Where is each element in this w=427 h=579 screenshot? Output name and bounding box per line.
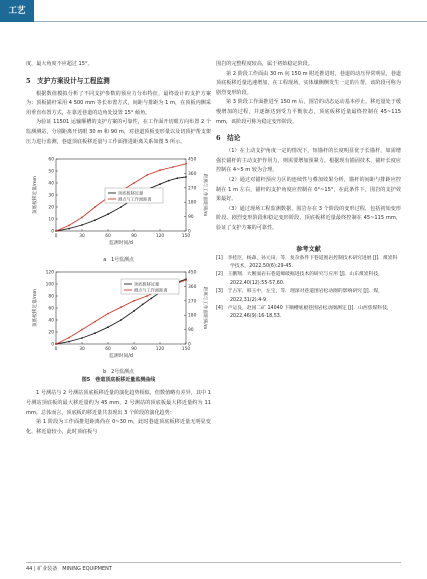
x-tick-label: 90 (131, 234, 137, 240)
legend-label: 顶底板移近量 (118, 190, 144, 196)
paragraph: 第 2 阶段工作面由 30 m 向 150 m 附近推进时，巷道的动压异常明显，巷道顶底板移近量迅速增加，在工程现场，实体煤侧侧发生一定的片帮，该阶段可称为剧烈变形阶段。 (216, 70, 401, 96)
data-point (176, 177, 178, 179)
data-point (94, 219, 96, 221)
data-point (172, 166, 174, 168)
y-axis-label: 顶底板移近量/mm (33, 288, 38, 327)
data-point (146, 295, 148, 297)
x-tick-label: 60 (105, 234, 111, 240)
y2-tick-label: 0 (188, 342, 191, 348)
conclusion-3: （3）通过现场工程监测数据，围岩存在 3 个阶段的变形过程，包括初始变形阶段、剧烈变形阶段和稳定变形阶段，顶底板移近量最终控制在 45~115 mm，验证了支护方案的可靠性。 (216, 205, 401, 231)
y-tick-label: 30 (48, 193, 54, 199)
section-tag: 工艺 (0, 0, 34, 22)
conclusion-2: （2）通过对锚杆预应力区的连续性与叠加效果分析，锚杆的间距与排距应控制在 1 m 左右，锚杆的支护角度应控制在 0°~15°，在此条件下，围岩的支护效果最好。 (216, 176, 401, 203)
references-title: 参考文献 (296, 245, 321, 253)
y-tick-label: 60 (48, 306, 54, 312)
x-tick-label: 150 (181, 234, 191, 240)
paragraph: 度，最大角度不应超过 15°。 (26, 61, 93, 67)
data-point (185, 176, 187, 178)
y-tick-label: 40 (48, 181, 54, 187)
y2-tick-label: 270 (188, 186, 197, 192)
y2-axis-label: 距离与工作面距离/m (202, 286, 207, 330)
paragraph: 第 1 阶段为工作面推进距离尚在 0~30 m，此时巷道顶底板移近量无明显变化，移近量较小，此时顶底板与 (26, 419, 211, 435)
paragraph: 1 号测站与 2 号测站顶底板移近量的演化趋势相似，但数值略有差异，其中 1 号测站顶底板的最大移近量约为 45 mm，2 号测站的顶底板最大移近量约为 11 mm。总体而言，顶底板的移近量共表现出 3 个阶段的演化趋势： (26, 390, 211, 416)
data-point (159, 169, 161, 171)
data-point (185, 163, 187, 165)
footer-text: 44 | 矿业装备 MINING EQUIPMENT (26, 566, 112, 572)
data-point (81, 217, 83, 219)
paragraph: 第 3 阶段工作面推进至 150 m 后，围岩的动态运动基本停止，移近量处于缓慢增加的过程，并逐渐达到受力平衡状态，顶底板移近量最终控制在 45~115 mm，该阶段可称为稳定变形阶段。 (216, 99, 401, 125)
data-point (107, 213, 109, 215)
section-heading-5: 5 支护方案设计与工程监测 (26, 76, 110, 85)
paragraph: 围岩的完整程度较高，属于初始稳定阶段。 (216, 61, 313, 67)
y-tick-label: 50 (48, 169, 54, 175)
data-point (107, 312, 109, 314)
y2-tick-label: 450 (188, 270, 197, 276)
data-point (94, 206, 96, 208)
x-tick-label: 120 (155, 346, 165, 352)
y2-tick-label: 360 (188, 172, 197, 178)
right-column (216, 60, 401, 322)
data-point (94, 320, 96, 322)
y2-tick-label: 180 (188, 313, 197, 319)
data-point (81, 328, 83, 330)
data-point (107, 326, 109, 328)
figure-5 (26, 151, 211, 385)
subfigure-caption-b: b 2号监测点 (103, 369, 134, 376)
data-point (168, 180, 170, 182)
footer-rule (26, 562, 401, 563)
legend-label: 顶底板移近量 (134, 281, 160, 287)
x-axis-label: 监测时间/d (109, 241, 133, 247)
x-axis-label: 监测时间/d (109, 353, 133, 359)
data-point (81, 224, 83, 226)
data-point (81, 337, 83, 339)
data-point (133, 300, 135, 302)
y-tick-label: 60 (48, 157, 54, 163)
data-point (120, 319, 122, 321)
y2-tick-label: 270 (188, 299, 197, 305)
y-tick-label: 80 (48, 294, 54, 300)
left-column (26, 60, 211, 437)
y-tick-label: 20 (48, 205, 54, 211)
legend-label: 测点与工作面距离 (134, 287, 168, 293)
data-point (133, 182, 135, 184)
data-point (142, 303, 144, 305)
legend-label: 测点与工作面距离 (118, 196, 152, 202)
data-point (146, 174, 148, 176)
chart-monitor-point-1 (26, 151, 211, 251)
x-tick-label: 90 (131, 346, 137, 352)
y-tick-label: 0 (51, 229, 54, 235)
y2-tick-label: 90 (188, 327, 194, 333)
paragraph: 根据数值模拟分析了不同支护参数的预应力分布特征，最终设计的支护方案为：顶板锚杆采用 4 500 mm 等长布置方式，间距与排距为 1 m，在顶板内侧采用垂直布置方式，在靠近巷道的边角处设置 15° 倾角。 (26, 90, 211, 116)
x-tick-label: 120 (155, 234, 165, 240)
figure-caption: 图5 巷道顶底板移近量监测曲线 (81, 377, 156, 384)
data-point (120, 306, 122, 308)
y-tick-label: 100 (45, 282, 54, 288)
conclusion-1: （1）在上动支护角度一定的情况下，短锚杆的长度明显优于长锚杆，如需增强长锚杆的主动支护作用力，则需要增加预紧力。根据现有锚固技术，锚杆长度应控制在 4~5 m 较为合理。 (216, 148, 401, 174)
subfigure-caption-a: a 1号监测点 (103, 256, 134, 263)
page-footer (0, 560, 427, 579)
data-point (94, 332, 96, 334)
reference-item: [1] 李桂臣，杨森，孙元田，等．复杂条件下巷道围岩控制技术研究进展 [J]．煤炭科学技术，2022,50(6):29-45. (216, 255, 398, 269)
y2-tick-label: 0 (188, 229, 191, 235)
section-heading-6: 6 结论 (216, 134, 241, 143)
data-point (159, 183, 161, 185)
y-tick-label: 20 (48, 330, 54, 336)
data-point (150, 297, 152, 299)
y-tick-label: 0 (51, 342, 54, 348)
paragraph: 为验证 11501 运输顺槽的支护方案的可靠性，在工作面开切眼方向布置 2 个监测测站，分别距离开切眼 30 m 和 90 m，对巷道顶板变形量以及切顶护帮支架压力进行监测，巷道顶底板移近量与工作面推进距离关系如图 5 所示。 (26, 119, 211, 145)
data-point (68, 228, 70, 230)
reference-item: [4] 卢运良，赵国二矿 14040 下顺槽底板巷围岩松动圈测定 [J]．山西焦煤科技，2022,46(9):16-18,53. (216, 305, 392, 320)
x-tick-label: 60 (105, 346, 111, 352)
data-point (68, 336, 70, 338)
y2-tick-label: 90 (188, 215, 194, 221)
y-tick-label: 40 (48, 318, 54, 324)
y-axis-label: 顶底板移近量/mm (33, 176, 38, 215)
y-tick-label: 120 (45, 270, 54, 276)
data-point (120, 206, 122, 208)
y2-tick-label: 360 (188, 284, 197, 290)
reference-item: [2] 王鹏翔．大断面岩石巷道爆破掘进技术的研究与应用 [J]．山东煤炭科技，2022,40(12):55-57,60. (216, 272, 383, 286)
y2-tick-label: 450 (188, 157, 197, 163)
data-point (185, 279, 187, 281)
y2-tick-label: 180 (188, 200, 197, 206)
x-tick-label: 150 (181, 346, 191, 352)
header-bar (0, 0, 427, 22)
data-point (55, 343, 57, 345)
x-tick-label: 0 (54, 346, 58, 352)
series-line (56, 177, 186, 231)
reference-item: [3] 于占军，韩玉中，左宝，等．理深对巷道围岩松动圈的影响研究 [J]．煤，2022,31(2):4-9. (216, 289, 383, 303)
x-tick-label: 30 (79, 346, 85, 352)
x-tick-label: 0 (54, 234, 58, 240)
data-point (68, 340, 70, 342)
y-tick-label: 10 (48, 217, 54, 223)
data-point (68, 225, 70, 227)
chart-monitor-point-2 (26, 264, 211, 364)
data-point (133, 310, 135, 312)
data-point (55, 230, 57, 232)
x-tick-label: 30 (79, 234, 85, 240)
y2-axis-label: 距离与工作面距离/m (202, 173, 207, 217)
